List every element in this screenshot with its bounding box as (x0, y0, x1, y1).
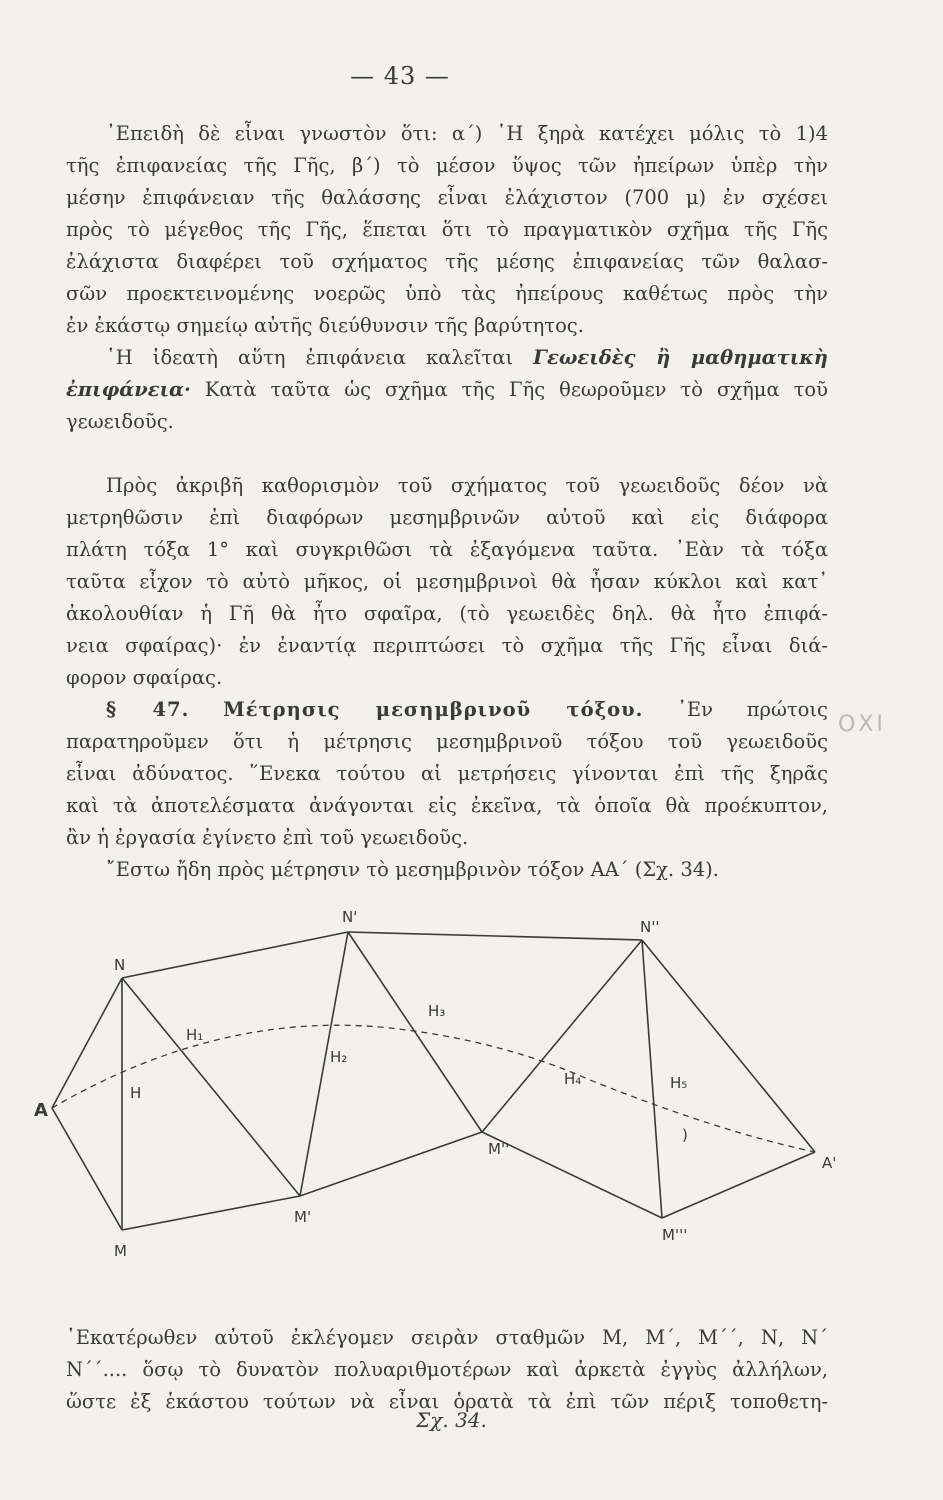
text-line: ἀκολουθίαν ἡ Γῆ θὰ ἦτο σφαῖρα, (τὸ γεωειδὲς δηλ. θὰ ἦτο ἐπιφά- (66, 602, 828, 625)
label-H4: H₄ (564, 1070, 582, 1088)
text-line: φορον σφαίρας. (66, 666, 223, 689)
figure-34-diagram (30, 900, 860, 1280)
text-line: ταῦτα εἶχον τὸ αὐτὸ μῆκος, οἱ μεσημβρινοὶ θὰ ἦσαν κύκλοι καὶ κατ᾿ (66, 570, 828, 593)
text-line (66, 374, 828, 406)
page-number: — 43 — (350, 62, 450, 90)
text-line: ῎Εστω ἤδη πρὸς μέτρησιν τὸ μεσημβρινὸν τόξον ΑΑ΄ (Σχ. 34). (106, 858, 719, 881)
text-line: τῆς ἐπιφανείας τῆς Γῆς, β΄) τὸ μέσον ὕψος τῶν ἠπείρων ὑπὲρ τὴν (66, 154, 828, 177)
text-line: γεωειδοῦς. (66, 410, 174, 433)
paragraph-4 (66, 1322, 828, 1418)
text-line: νεια σφαίρας)· ἐν ἐναντίᾳ περιπτώσει τὸ σχῆμα τῆς Γῆς εἶναι διά- (66, 634, 828, 657)
text-line: ῾Εκατέρωθεν αὐτοῦ ἐκλέγομεν σειρὰν σταθμῶν Μ, Μ΄, Μ΄΄, Ν, Ν΄ (66, 1326, 828, 1349)
text-line: ᾿Επειδὴ δὲ εἶναι γνωστὸν ὅτι: α΄) ῾Η ξηρὰ κατέχει μόλις τὸ 1)4 (106, 122, 828, 145)
text-line: ἐν ἑκάστῳ σημείῳ αὐτῆς διεύθυνσιν τῆς βαρύτητος. (66, 314, 584, 337)
geoid-intro: ῾Η ἰδεατὴ αὕτη ἐπιφάνεια καλεῖται (106, 346, 514, 369)
section-title: Μέτρησις μεσημβρινοῦ τόξου. (223, 698, 644, 721)
line-N1-N2 (348, 932, 642, 940)
label-M1: M' (294, 1208, 312, 1226)
margin-note: ΟΧΙ (838, 712, 886, 737)
section-47 (66, 694, 828, 886)
text-line: σῶν προεκτεινομένης νοερῶς ὑπὸ τὰς ἠπείρους καθέτως πρὸς τὴν (66, 282, 828, 305)
paragraph-2 (66, 342, 828, 438)
text-line: εἶναι ἀδύνατος. ῞Ενεκα τούτου αἱ μετρήσεις γίνονται ἐπὶ τῆς ξηρᾶς (66, 762, 828, 785)
label-H2: H₂ (330, 1048, 348, 1066)
text-line: ἐλάχιστα διαφέρει τοῦ σχήματος τῆς μέσης ἐπιφανείας τῶν θαλασ- (66, 250, 828, 273)
text-line: Πρὸς ἀκριβῆ καθορισμὸν τοῦ σχήματος τοῦ γεωειδοῦς δέον νὰ (106, 474, 828, 497)
line-M2-N2 (482, 940, 642, 1132)
paragraph-3 (66, 470, 828, 694)
triangulation-lines (52, 932, 815, 1230)
text-line: Ν΄΄.... ὅσῳ τὸ δυνατὸν πολυαριθμοτέρων καὶ ἀρκετὰ ἐγγὺς ἀλλήλων, (66, 1358, 828, 1381)
label-N: N (114, 956, 126, 974)
line-A-M (52, 1108, 122, 1230)
label-M2: M'' (488, 1140, 510, 1158)
geoid-conclusion: Κατὰ ταῦτα ὡς σχῆμα τῆς Γῆς θεωροῦμεν τὸ σχῆμα τοῦ (204, 378, 828, 401)
text-line: μέσην ἐπιφάνειαν τῆς θαλάσσης εἶναι ἐλάχιστον (700 μ) ἐν σχέσει (66, 186, 828, 209)
arc-A-A2 (52, 1025, 815, 1152)
text-line: ὥστε ἐξ ἑκάστου τούτων νὰ εἶναι ὁρατὰ τὰ ἐπὶ τῶν πέριξ τοποθετη- (66, 1390, 828, 1413)
section-heading-line (66, 694, 828, 726)
paragraph-1 (66, 118, 828, 342)
figure-labels (34, 908, 836, 1260)
geoid-term-continued: ἐπιφάνεια· (66, 378, 191, 401)
line-A-N (52, 978, 122, 1108)
label-H5: H₅ (670, 1074, 688, 1092)
line-N-M1 (122, 978, 300, 1196)
text-line (66, 342, 828, 374)
label-H: H (130, 1084, 142, 1102)
line-M1-M2 (300, 1132, 482, 1196)
line-N2-A2 (642, 940, 815, 1152)
label-A2: A' (822, 1154, 837, 1172)
label-N1: N' (342, 908, 358, 926)
text-line: καὶ τὰ ἀποτελέσματα ἀνάγονται εἰς ἐκεῖνα, τὰ ὁποῖα θὰ προέκυπτον, (66, 794, 828, 817)
label-N2: N'' (640, 918, 660, 936)
label-paren: ) (682, 1126, 688, 1144)
text-line: πλάτη τόξα 1° καὶ συγκριθῶσι τὰ ἐξαγόμενα ταῦτα. ᾿Εὰν τὰ τόξα (66, 538, 828, 561)
text-line: μετρηθῶσιν ἐπὶ διαφόρων μεσημβρινῶν αὐτοῦ καὶ εἰς διάφορα (66, 506, 828, 529)
line-N1-M2 (348, 932, 482, 1132)
label-H3: H₃ (428, 1002, 446, 1020)
meridian-arc (52, 1025, 815, 1152)
section-first-words: ᾿Εν πρώτοις (677, 698, 828, 721)
text-line: παρατηροῦμεν ὅτι ἡ μέτρησις μεσημβρινοῦ τόξου τοῦ γεωειδοῦς (66, 730, 828, 753)
label-M: M (114, 1242, 127, 1260)
label-H1: H₁ (186, 1026, 204, 1044)
text-line: ἂν ἡ ἐργασία ἐγίνετο ἐπὶ τοῦ γεωειδοῦς. (66, 826, 469, 849)
geoid-term: Γεωειδὲς ἢ μαθηματικὴ (533, 346, 828, 369)
label-A: A (34, 1100, 48, 1121)
label-M3: M''' (662, 1226, 688, 1244)
line-N-N1 (122, 932, 348, 978)
line-N2-M3 (642, 940, 662, 1218)
line-M3-A2 (662, 1152, 815, 1218)
figure-caption: Σχ. 34. (416, 1408, 487, 1432)
line-M-M1 (122, 1196, 300, 1230)
section-number: § 47. (106, 698, 190, 721)
text-line: πρὸς τὸ μέγεθος τῆς Γῆς, ἕπεται ὅτι τὸ πραγματικὸν σχῆμα τῆς Γῆς (66, 218, 828, 241)
